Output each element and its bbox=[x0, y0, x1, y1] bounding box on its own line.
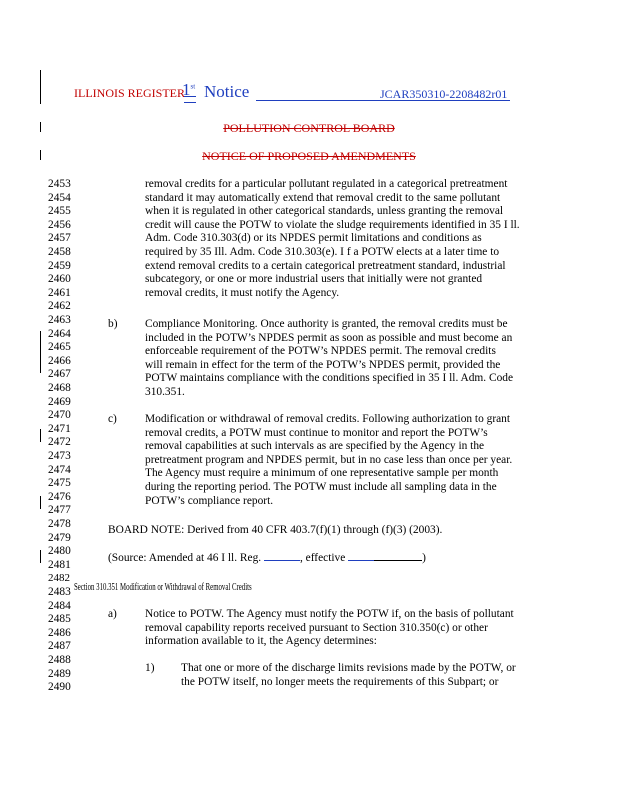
line-number: 2480 bbox=[48, 545, 71, 558]
board-name bbox=[0, 121, 618, 136]
text-line: The Agency must require a minimum of one representative sample per month bbox=[145, 467, 499, 480]
text-line: POTW maintains compliance with the conditions specified in 35 I ll. Adm. Code bbox=[145, 372, 514, 385]
line-number: 2467 bbox=[48, 368, 71, 381]
text-line: during the reporting period. The POTW must include all sampling data in the bbox=[145, 480, 497, 493]
source-middle: , effective bbox=[299, 552, 349, 564]
text-line: Modification or withdrawal of removal credits. Following authorization to grant bbox=[145, 413, 511, 425]
line-number: 2455 bbox=[48, 205, 71, 218]
text-line: Compliance Monitoring. Once authority is granted, the removal credits must be bbox=[145, 318, 508, 330]
change-bar bbox=[40, 496, 41, 509]
text-line: removal credits for a particular pollutant regulated in a categorical pretreatment bbox=[145, 178, 508, 190]
text-line: credit will cause the POTW to violate the sludge requirements identified in 35 I ll. bbox=[145, 218, 520, 231]
change-bar bbox=[40, 550, 41, 563]
line-number: 2488 bbox=[48, 654, 71, 666]
line-number: 2456 bbox=[48, 218, 71, 231]
jcar-id bbox=[380, 87, 507, 102]
item-a-label: a) bbox=[108, 608, 117, 620]
line-number: 2477 bbox=[48, 504, 71, 517]
source-line bbox=[108, 551, 426, 566]
source-suffix: ) bbox=[422, 552, 426, 564]
register-heading bbox=[74, 86, 185, 101]
line-number: 2481 bbox=[48, 558, 71, 571]
line-number: 2485 bbox=[48, 613, 71, 626]
text-line: removal capability reports received pursuant to Section 310.350(c) or other bbox=[145, 621, 488, 634]
text-line: removal credits, a POTW must continue to monitor and report the POTW’s bbox=[145, 426, 488, 439]
item-b-label: b) bbox=[108, 318, 118, 330]
change-bar bbox=[40, 429, 41, 442]
line-number: 2457 bbox=[48, 232, 71, 245]
text-line: POTW’s compliance report. bbox=[145, 494, 274, 507]
section-heading-text: Section 310.351 Modification or Withdrawal of Removal Credits bbox=[74, 581, 252, 593]
text-line: Notice to POTW. The Agency must notify the POTW if, on the basis of pollutant bbox=[145, 608, 514, 620]
double-underline-mark bbox=[184, 96, 196, 103]
text-line: pretreatment program and NPDES permit, but in no case less than once per year. bbox=[145, 453, 513, 466]
line-number: 2489 bbox=[48, 667, 71, 680]
text-line: removal capabilities at such intervals as are specified by the Agency in the bbox=[145, 440, 485, 453]
text-line: Adm. Code 310.303(d) or its NPDES permit limitations and conditions as bbox=[145, 232, 482, 245]
line-number: 2466 bbox=[48, 354, 71, 367]
effective-date-blank bbox=[348, 551, 374, 561]
line-number: 2483 bbox=[48, 586, 71, 598]
line-number: 2460 bbox=[48, 273, 71, 286]
reg-page-blank bbox=[264, 551, 300, 561]
line-number: 2475 bbox=[48, 477, 71, 490]
line-number: 2479 bbox=[48, 531, 71, 544]
line-number: 2482 bbox=[48, 572, 70, 585]
line-number: 2453 bbox=[48, 178, 71, 190]
text-line: subcategory, or one or more industrial users that initially were not granted bbox=[145, 273, 483, 286]
line-number: 2478 bbox=[48, 518, 71, 530]
text-line: when it is regulated in other categorical standards, unless granting the removal bbox=[145, 205, 504, 218]
section-heading bbox=[74, 581, 252, 593]
line-number: 2464 bbox=[48, 327, 71, 340]
line-number: 2469 bbox=[48, 395, 71, 408]
line-number: 2472 bbox=[48, 436, 71, 449]
jcar-id-text: JCAR350310-2208482r01 bbox=[380, 87, 508, 101]
line-number: 2487 bbox=[48, 640, 71, 653]
text-line: information available to it, the Agency determines: bbox=[145, 635, 377, 648]
text-line: That one or more of the discharge limits revisions made by the POTW, or bbox=[181, 662, 516, 674]
register-label: ILLINOIS REGISTER bbox=[74, 86, 185, 100]
source-prefix: (Source: Amended at 46 I ll. Reg. bbox=[108, 552, 264, 564]
line-number: 2471 bbox=[48, 422, 71, 435]
line-number: 2458 bbox=[48, 246, 71, 258]
notice-label: Notice bbox=[204, 82, 250, 101]
line-number: 2462 bbox=[48, 300, 71, 313]
text-line: included in the POTW’s NPDES permit as soon as possible and must become an bbox=[145, 331, 513, 344]
item-1-label: 1) bbox=[145, 662, 155, 674]
effective-date-blank-2 bbox=[374, 551, 422, 561]
line-number: 2470 bbox=[48, 409, 71, 422]
item-b-text bbox=[145, 318, 513, 400]
line-number: 2486 bbox=[48, 626, 71, 639]
paragraph-1 bbox=[145, 178, 520, 300]
notice-title bbox=[0, 149, 618, 164]
board-note: BOARD NOTE: Derived from 40 CFR 403.7(f)(1) through (f)(3) (2003). bbox=[108, 524, 443, 536]
text-line: enforceable requirement of the POTW’s NPDES permit. The removal credits bbox=[145, 345, 496, 358]
line-number: 2490 bbox=[48, 681, 71, 694]
text-line: 310.351. bbox=[145, 385, 185, 398]
page-number-sup: st bbox=[190, 82, 196, 91]
line-number: 2463 bbox=[48, 314, 71, 326]
item-a-text bbox=[145, 608, 514, 649]
line-number: 2476 bbox=[48, 490, 71, 503]
page-number-value: 1 bbox=[182, 80, 191, 99]
line-number: 2454 bbox=[48, 191, 71, 204]
text-line: standard it may automatically extend that removal credit to the same pollutant bbox=[145, 191, 501, 204]
line-number: 2465 bbox=[48, 341, 71, 354]
item-c-text bbox=[145, 413, 512, 508]
text-line: will remain in effect for the term of the POTW’s NPDES permit, provided the bbox=[145, 358, 501, 371]
item-1-text bbox=[181, 662, 516, 689]
change-bar bbox=[40, 70, 41, 104]
line-number: 2484 bbox=[48, 599, 71, 612]
item-c-label: c) bbox=[108, 413, 117, 425]
line-number: 2473 bbox=[48, 450, 71, 462]
line-number: 2459 bbox=[48, 259, 71, 272]
board-name-text: POLLUTION CONTROL BOARD bbox=[223, 121, 395, 135]
text-line: extend removal credits to a certain categorical pretreatment standard, industrial bbox=[145, 259, 506, 272]
line-number: 2474 bbox=[48, 463, 71, 476]
text-line: required by 35 Ill. Adm. Code 310.303(e). I f a POTW elects at a later time to bbox=[145, 245, 500, 258]
notice-heading bbox=[204, 82, 249, 102]
line-number: 2468 bbox=[48, 382, 71, 394]
text-line: removal credits, it must notify the Agency. bbox=[145, 286, 340, 299]
notice-title-text: NOTICE OF PROPOSED AMENDMENTS bbox=[202, 149, 416, 163]
line-number: 2461 bbox=[48, 286, 71, 299]
text-line: the POTW itself, no longer meets the requirements of this Subpart; or bbox=[181, 675, 499, 688]
change-bar bbox=[40, 331, 41, 373]
